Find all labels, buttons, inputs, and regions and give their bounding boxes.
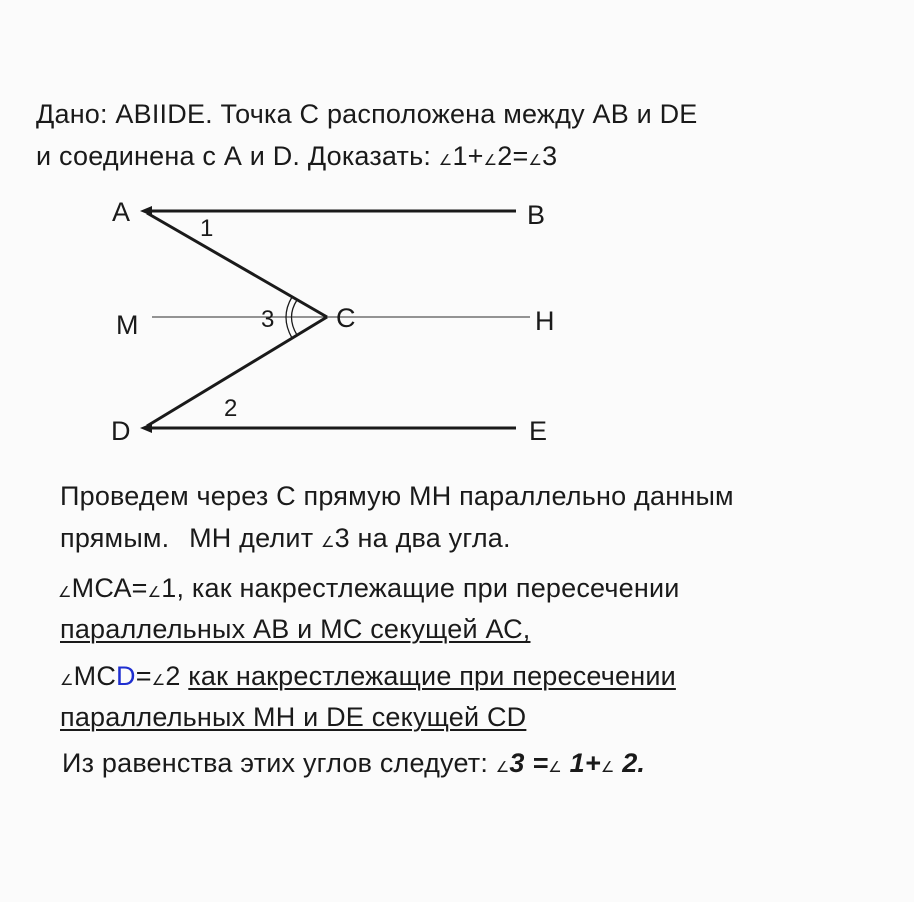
angle-symbol: ∠ bbox=[528, 152, 543, 169]
conclusion-part-3: 2. bbox=[614, 748, 646, 778]
proof-text-4: параллельных АВ и МС секущей АС, bbox=[60, 614, 531, 644]
angle-symbol: ∠ bbox=[438, 152, 453, 169]
proof-text-2a: прямым. bbox=[60, 523, 170, 553]
angle-symbol: ∠ bbox=[495, 759, 510, 776]
proof-line-2 bbox=[60, 523, 511, 554]
angle-symbol: ∠ bbox=[60, 672, 74, 689]
angle-symbol: ∠ bbox=[151, 672, 166, 689]
proof-text-5-two: 2 bbox=[165, 661, 189, 691]
label-b: B bbox=[527, 200, 546, 230]
formula-part: 2= bbox=[497, 141, 529, 171]
proof-line-5 bbox=[60, 661, 676, 692]
formula-part: 1+ bbox=[452, 141, 484, 171]
angle-symbol: ∠ bbox=[320, 534, 335, 551]
formula-part: 3 bbox=[542, 141, 558, 171]
angle-symbol: ∠ bbox=[58, 584, 72, 601]
proof-line-1 bbox=[60, 481, 734, 512]
angle-symbol: ∠ bbox=[147, 584, 162, 601]
proof-text-5-d: D bbox=[116, 661, 136, 691]
proof-text-5-mc: МС bbox=[73, 661, 117, 691]
given-text-1: Дано: ABIIDE. Точка С расположена между АВ и DE bbox=[36, 99, 698, 129]
proof-text-1: Проведем через С прямую МН параллельно данным bbox=[60, 481, 734, 511]
label-e: E bbox=[529, 416, 548, 446]
angle-3-label: 3 bbox=[261, 306, 275, 333]
proof-line-3 bbox=[58, 573, 680, 604]
conclusion-part-1: 3 = bbox=[509, 748, 549, 778]
angle-symbol: ∠ bbox=[483, 152, 498, 169]
label-m: M bbox=[116, 310, 139, 340]
label-c: C bbox=[336, 303, 356, 333]
proof-text-5-rest: как накрестлежащие при пересечении bbox=[188, 661, 676, 691]
angle-2-label: 2 bbox=[224, 395, 238, 422]
conclusion-part-2: 1+ bbox=[561, 748, 601, 778]
proof-line-6 bbox=[60, 702, 526, 733]
proof-text-6: параллельных МН и DE секущей CD bbox=[60, 702, 527, 732]
proof-text-3-post: 1, как накрестлежащие при пересечении bbox=[161, 573, 680, 603]
label-d: D bbox=[111, 416, 131, 446]
proof-line-4 bbox=[60, 614, 531, 645]
angle-1-label: 1 bbox=[200, 215, 214, 242]
given-text-2: и соединена с А и D. Доказать: bbox=[36, 141, 439, 171]
proof-text-2b-post: 3 на два угла. bbox=[334, 523, 511, 553]
label-a: A bbox=[112, 197, 131, 227]
proof-text-2b-pre: МН делит bbox=[189, 523, 321, 553]
angle-symbol: ∠ bbox=[548, 759, 562, 776]
proof-text-7: Из равенства этих углов следует: bbox=[62, 748, 496, 778]
label-h: H bbox=[535, 306, 555, 336]
proof-text-2b bbox=[189, 523, 511, 553]
proof-text-3-mid: МСА= bbox=[71, 573, 148, 603]
segment-ac bbox=[147, 213, 327, 317]
proof-line-7 bbox=[62, 748, 645, 779]
proof-text-5-eq: = bbox=[135, 661, 152, 691]
angle-symbol: ∠ bbox=[600, 759, 615, 776]
